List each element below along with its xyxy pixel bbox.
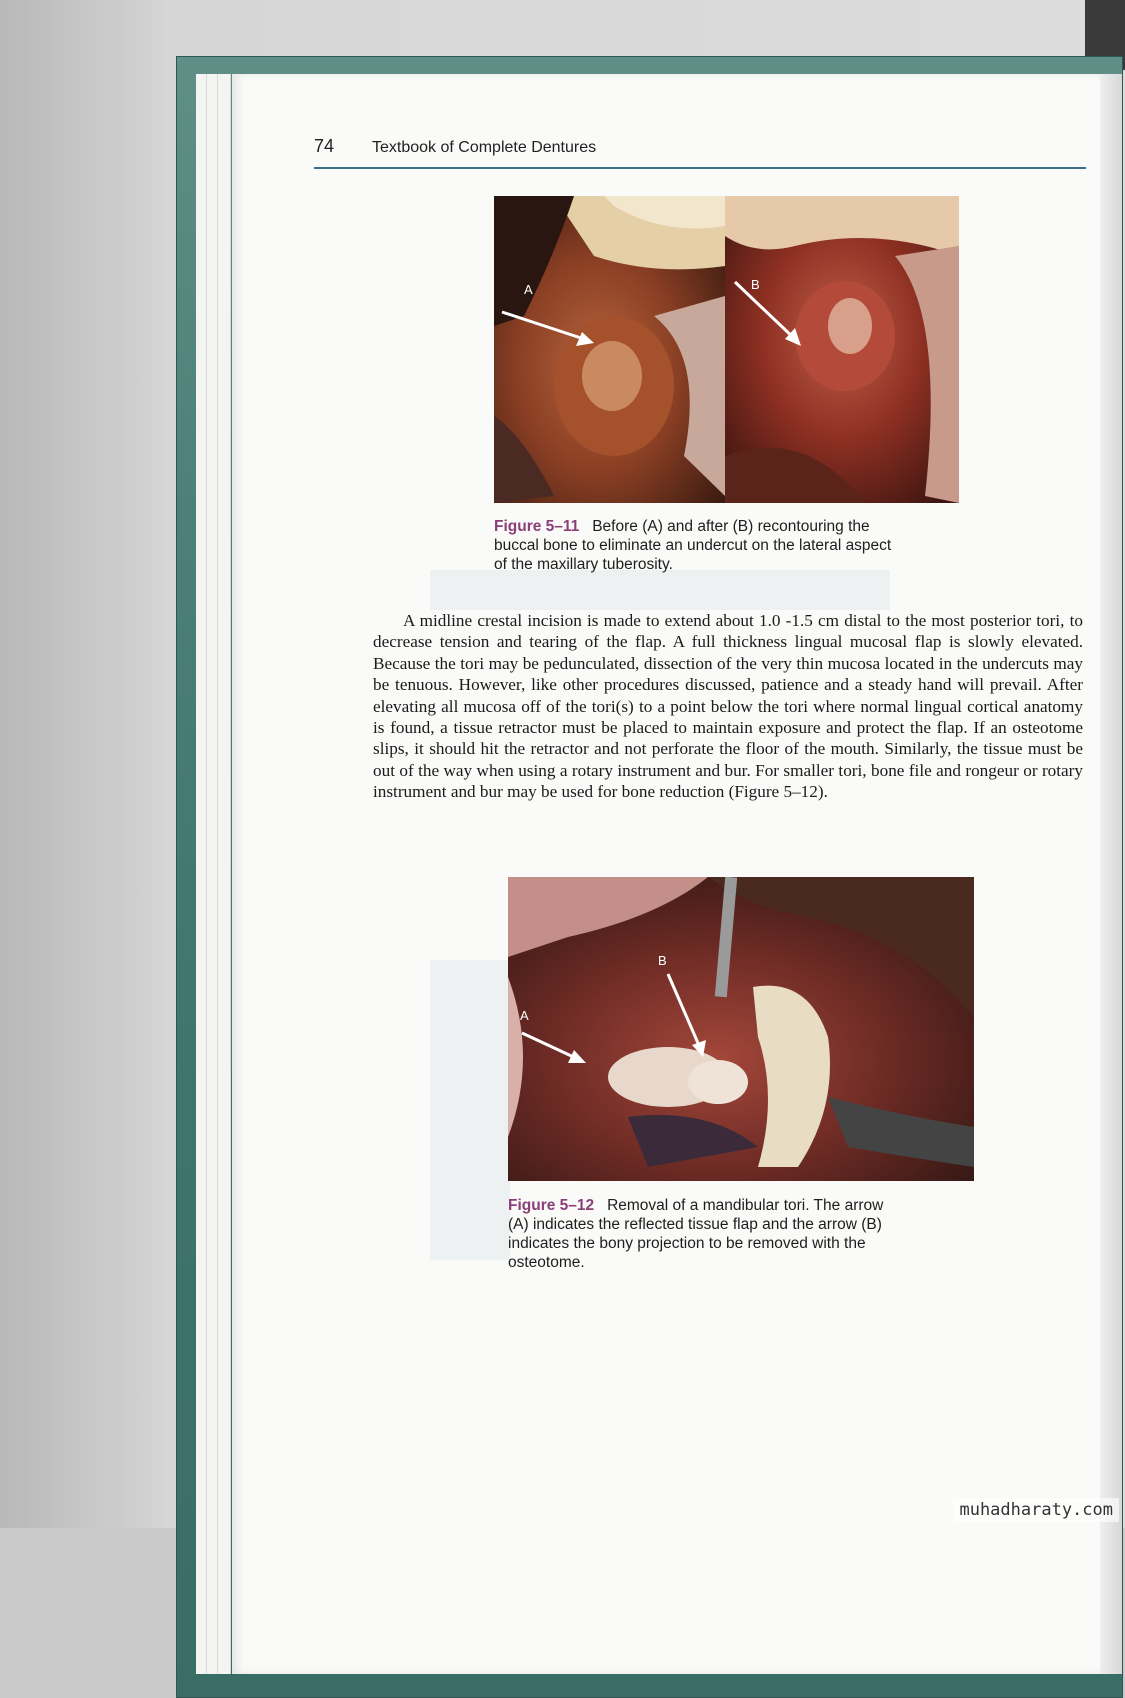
header-rule	[314, 167, 1086, 169]
caption-line: buccal bone to eliminate an undercut on the lateral aspect	[494, 537, 892, 554]
page-edge	[196, 74, 207, 1674]
watermark: muhadharaty.com	[953, 1498, 1119, 1522]
body-paragraph: A midline crestal incision is made to extend about 1.0 -1.5 cm distal to the most posterior tori, to decrease tension and tearing of the flap. A full thickness lingual mucosal flap is slowly elevated. Because the tori may be pedunculated, dissection of the very thin mucosa located in the undercuts may be tenuous. However, like other procedures discussed, patience and a steady hand will prevail. After elevating all mucosa off of the tori(s) to a point below the tori where normal lingual cortical anatomy is found, a tissue retractor must be placed to maintain exposure and protect the flap. If an osteotome slips, it should hit the retractor and not perforate the floor of the mouth. Similarly, the tissue must be out of the way when using a rotary instrument and bur. For smaller tori, bone file and rongeur or rotary instrument and bur may be used for bone reduction (Figure 5–12).	[373, 611, 1083, 802]
page-gutter-shadow	[1100, 74, 1122, 1674]
figure-5-11-photo-a	[494, 196, 725, 503]
figure-5-11-photo-b	[725, 196, 959, 503]
book-title: Textbook of Complete Dentures	[372, 139, 597, 156]
caption-line: osteotome.	[508, 1254, 585, 1271]
page-edge	[207, 74, 218, 1674]
body-text	[373, 610, 1083, 803]
figure-5-12-photo	[508, 877, 974, 1181]
figure-label: Figure 5–12	[508, 1197, 595, 1214]
photo-label-b: B	[658, 953, 667, 968]
caption-line: Before (A) and after (B) recontouring the	[592, 518, 870, 535]
caption-line: indicates the bony projection to be removed with the	[508, 1235, 866, 1252]
caption-line: Removal of a mandibular tori. The arrow	[607, 1197, 884, 1214]
surgical-photo-before	[494, 196, 725, 503]
photo-label-b: B	[751, 277, 760, 292]
bleed-through	[430, 960, 510, 1260]
page-edge	[218, 74, 231, 1674]
caption-line: of the maxillary tuberosity.	[494, 556, 673, 573]
bleed-through	[430, 570, 890, 610]
surgical-photo-after	[725, 196, 959, 503]
figure-label: Figure 5–11	[494, 518, 580, 535]
figure-5-11-caption	[494, 517, 964, 574]
figure-5-12-caption	[508, 1196, 958, 1272]
page-number: 74	[314, 136, 335, 156]
caption-line: (A) indicates the reflected tissue flap and the arrow (B)	[508, 1216, 882, 1233]
surgical-photo-tori-removal	[508, 877, 974, 1181]
photo-label-a: A	[524, 282, 533, 297]
photo-label-a: A	[520, 1008, 529, 1023]
